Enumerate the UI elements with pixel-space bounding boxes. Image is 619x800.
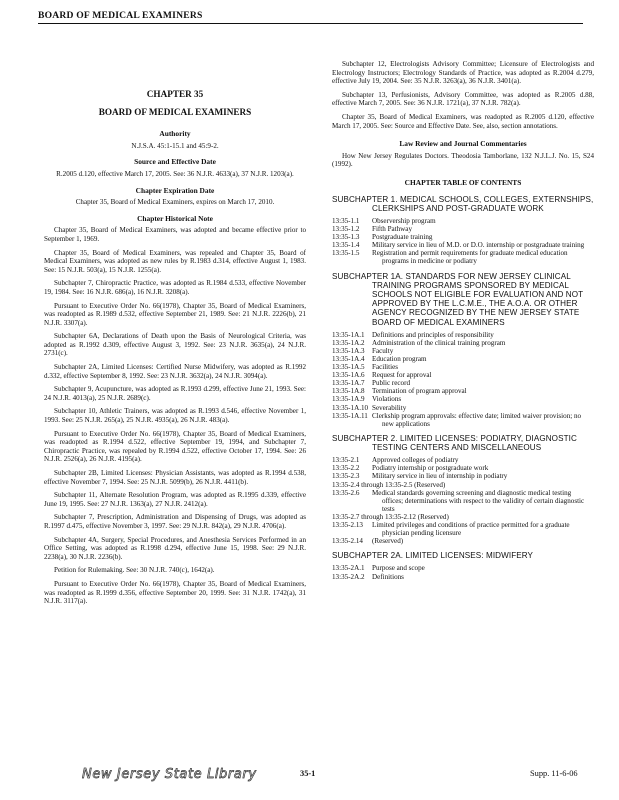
section-number: 13:35-1A.6 bbox=[332, 371, 365, 380]
toc-entry bbox=[332, 521, 594, 537]
section-number: 13:35-1A.1 bbox=[332, 330, 365, 339]
section-number: 13:35-1A.8 bbox=[332, 387, 365, 396]
history-note-paragraph: Petition for Rulemaking. See: 30 N.J.R. 740(c), 1642(a). bbox=[54, 566, 215, 575]
history-note-paragraph: Subchapter 7, Chiropractic Practice, was adopted as R.1984 d.533, effective November 19, 1984. See: 16 N.J.R. 686(a), 16 N.J.R. 3208(a). bbox=[44, 279, 306, 296]
toc-entry bbox=[332, 456, 594, 464]
toc-entry bbox=[332, 371, 594, 379]
section-title: Observership program bbox=[372, 216, 436, 225]
section-number: 13:35-1.4 bbox=[332, 241, 360, 250]
section-title: Definitions and principles of responsibility bbox=[372, 330, 494, 339]
toc-entry bbox=[332, 472, 594, 480]
toc-entry bbox=[332, 339, 594, 347]
source-text: R.2005 d.120, effective March 17, 2005. See: 36 N.J.R. 4633(a), 37 N.J.R. 1203(a). bbox=[56, 169, 294, 178]
section-title: Definitions bbox=[372, 572, 404, 581]
section-number: 13:35-2.6 bbox=[332, 488, 360, 497]
left-column bbox=[44, 60, 306, 611]
section-number: 13:35-2A.2 bbox=[332, 572, 365, 581]
history-note-paragraph: Chapter 35, Board of Medical Examiners, was adopted and became effective prior to September 1, 1969. bbox=[44, 226, 306, 243]
section-title: Registration and permit requirements for graduate medical education programs in medicine or podiatry bbox=[372, 249, 568, 266]
history-note-paragraph: Subchapter 7, Prescription, Administration and Dispensing of Drugs, was adopted as R.1997 d.475, effective November 3, 1997. See: 29 N.J.R. 842(a), 29 N.J.R. 4706(a). bbox=[44, 513, 306, 530]
history-note-paragraph: Subchapter 2B, Limited Licenses: Physician Assistants, was adopted as R.1994 d.538, effective November 7, 1994. See: 25 N.J.R. 5099(b), 26 N.J.R. 4411(b). bbox=[44, 469, 306, 486]
toc-entry bbox=[332, 395, 594, 403]
toc-heading: CHAPTER TABLE OF CONTENTS bbox=[404, 177, 522, 187]
authority-heading: Authority bbox=[159, 129, 191, 139]
toc-entry bbox=[332, 233, 594, 241]
section-title: Approved colleges of podiatry bbox=[372, 456, 459, 465]
toc-entry bbox=[332, 355, 594, 363]
section-number: 13:35-2.13 bbox=[332, 521, 363, 529]
library-watermark: New Jersey State Library bbox=[82, 767, 257, 782]
history-note-paragraph: Subchapter 12, Electrologists Advisory Committee; Licensure of Electrologists and Electrology Instructors; Electrology Standards of Practice, was adopted as R.2004 d.279, effective July 19, 2004. See: 35 N.J.R. 3263(a), 36 N.J.R. 3401(a). bbox=[332, 60, 594, 86]
section-number: 13:35-1A.3 bbox=[332, 346, 365, 355]
section-title: Termination of program approval bbox=[372, 387, 467, 396]
subchapter-heading: SUBCHAPTER 2A. LIMITED LICENSES: MIDWIFERY bbox=[332, 551, 534, 561]
right-column bbox=[332, 60, 594, 581]
section-number: 13:35-1.5 bbox=[332, 249, 360, 258]
section-number: 13:35-2.2 bbox=[332, 464, 360, 473]
section-title: Military service in lieu of internship in podiatry bbox=[372, 472, 508, 481]
law-review-heading: Law Review and Journal Commentaries bbox=[399, 139, 527, 149]
history-note-paragraph: Pursuant to Executive Order No. 66(1978), Chapter 35, Board of Medical Examiners, was readopted as R.1994 d.522, effective September 19, 1994, and Subchapter 7, Chiropractic Practice, was repealed by R.1994 d.522, effective October 17, 1994. See: 26 N.J.R. 2526(a), 26 N.J.R. 4195(a). bbox=[44, 429, 306, 464]
history-note-paragraph: Subchapter 4A, Surgery, Special Procedures, and Anesthesia Services Performed in an Office Setting, was adopted as R.1998 d.294, effective June 15, 1998. See: 29 N.J.R. 2238(a), 30 N.J.R. 2236(b). bbox=[44, 535, 306, 561]
history-note-paragraph: Subchapter 10, Athletic Trainers, was adopted as R.1993 d.546, effective November 1, 1993. See: 25 N.J.R. 265(a), 25 N.J.R. 4935(a), 26 N.J.R. 483(a). bbox=[44, 407, 306, 425]
toc-entry bbox=[332, 464, 594, 472]
running-head: BOARD OF MEDICAL EXAMINERS bbox=[38, 10, 583, 24]
toc-entry bbox=[332, 489, 594, 513]
toc-entry bbox=[332, 347, 594, 355]
section-title: Postgraduate training bbox=[372, 233, 433, 242]
section-title: Clerkship program approvals: effective date; limited waiver provision; no new applications bbox=[372, 411, 582, 428]
section-title: Purpose and scope bbox=[372, 564, 425, 573]
toc-entry bbox=[332, 217, 594, 225]
chapter-number: CHAPTER 35 bbox=[146, 89, 204, 99]
law-review-text: How New Jersey Regulates Doctors. Theodosia Tamborlane, 132 N.J.L.J. No. 15, S24 (1992). bbox=[332, 151, 594, 169]
history-paragraphs bbox=[44, 226, 306, 605]
toc-entry bbox=[332, 573, 594, 581]
section-number: 13:35-1A.4 bbox=[332, 355, 365, 363]
history-note-paragraph: Pursuant to Executive Order No. 66(1978), Chapter 35, Board of Medical Examiners, was readopted as R.1999 d.356, effective September 20, 1999. See: 31 N.J.R. 1742(a), 31 N.J.R. 3117(a). bbox=[44, 579, 306, 606]
section-title: Administration of the clinical training program bbox=[372, 338, 506, 347]
page-number: 35-1 bbox=[300, 769, 316, 778]
section-number: 13:35-2A.1 bbox=[332, 564, 365, 573]
toc-entry bbox=[332, 379, 594, 387]
section-title: Fifth Pathway bbox=[372, 225, 412, 234]
section-title: Military service in lieu of M.D. or D.O. internship or postgraduate training bbox=[372, 241, 585, 250]
page-footer bbox=[0, 765, 619, 789]
history-continued bbox=[332, 60, 594, 130]
history-note-paragraph: Chapter 35, Board of Medical Examiners, was readopted as R.2005 d.120, effective March 17, 2005. See: Source and Effective Date. See, also, section annotations. bbox=[332, 112, 594, 130]
toc-entry bbox=[332, 249, 594, 265]
chapter-title: BOARD OF MEDICAL EXAMINERS bbox=[98, 106, 252, 117]
subchapter-heading: SUBCHAPTER 2. LIMITED LICENSES: PODIATRY, DIAGNOSTIC TESTING CENTERS AND MISCELLANEOUS bbox=[332, 433, 577, 453]
section-title: Request for approval bbox=[372, 371, 432, 380]
section-number: 13:35-1A.5 bbox=[332, 363, 365, 372]
toc-entry bbox=[332, 412, 594, 428]
history-note-paragraph: Subchapter 6A, Declarations of Death upon the Basis of Neurological Criteria, was adopted as R.1992 d.309, effective August 3, 1992. See: 23 N.J.R. 3635(a), 24 N.J.R. 2731(c). bbox=[44, 332, 306, 358]
section-number: 13:35-1A.9 bbox=[332, 395, 365, 404]
table-of-contents bbox=[332, 195, 594, 581]
section-number: 13:35-2.1 bbox=[332, 456, 360, 465]
section-number: 13:35-1.2 bbox=[332, 225, 360, 234]
section-number: 13:35-1A.7 bbox=[332, 379, 365, 388]
toc-entry bbox=[332, 225, 594, 233]
section-number: 13:35-1A.11 bbox=[332, 411, 368, 420]
subchapter-heading: SUBCHAPTER 1A. STANDARDS FOR NEW JERSEY CLINICAL TRAINING PROGRAMS SPONSORED BY MEDICAL SCHOOLS NOT ELIGIBLE FOR EVALUATION AND NOT APPROVED BY THE L.C.M.E., THE A.O.A. OR OTHER AGENCY RECOGNIZED BY THE NEW JERSEY STATE BOARD OF MEDICAL EXAMINERS bbox=[332, 271, 584, 327]
section-title: Faculty bbox=[372, 346, 394, 355]
toc-entry: 13:35-2.7 through 13:35-2.12 (Reserved) bbox=[332, 512, 449, 521]
history-note-paragraph: Subchapter 11, Alternate Resolution Program, was adopted as R.1995 d.339, effective June 19, 1995. See: 27 N.J.R. 1363(a), 27 N.J.R. 2412(a). bbox=[44, 491, 306, 508]
history-note-paragraph: Chapter 35, Board of Medical Examiners, was repealed and Chapter 35, Board of Medical Examiners, was adopted as new rules by R.1983 d.314, effective August 1, 1983. See: 15 N.J.R. 503(a), 15 N.J.R. 1255(a). bbox=[44, 248, 306, 274]
section-title: Severability bbox=[372, 403, 407, 412]
subchapter-heading: SUBCHAPTER 1. MEDICAL SCHOOLS, COLLEGES, EXTERNSHIPS, CLERKSHIPS AND POST-GRADUATE WORK bbox=[332, 194, 594, 213]
toc-entry bbox=[332, 387, 594, 395]
history-note-paragraph: Subchapter 13, Perfusionists, Advisory Committee, was adopted as R.2005 d.88, effective March 7, 2005. See: 36 N.J.R. 1721(a), 37 N.J.R. 782(a). bbox=[332, 90, 594, 108]
section-number: 13:35-1A.2 bbox=[332, 338, 365, 347]
section-title: Medical standards governing screening and diagnostic medical testing offices; determinations with respect to the validity of certain diagnostic tests bbox=[372, 488, 585, 513]
toc-entry: 13:35-2.4 through 13:35-2.5 (Reserved) bbox=[332, 480, 446, 489]
authority-text: N.J.S.A. 45:1-15.1 and 45:9-2. bbox=[131, 141, 219, 150]
history-heading: Chapter Historical Note bbox=[137, 213, 213, 223]
supplement-date: Supp. 11-6-06 bbox=[530, 769, 578, 778]
section-number: 13:35-1.1 bbox=[332, 216, 360, 225]
section-number: 13:35-2.14 bbox=[332, 537, 363, 546]
section-title: Public record bbox=[372, 379, 411, 388]
section-title: Podiatry internship or postgraduate work bbox=[372, 464, 489, 473]
section-number: 13:35-1A.10 bbox=[332, 403, 369, 412]
expiration-text: Chapter 35, Board of Medical Examiners, expires on March 17, 2010. bbox=[75, 198, 275, 207]
source-heading: Source and Effective Date bbox=[134, 157, 216, 167]
section-title: Violations bbox=[372, 395, 402, 404]
history-note-paragraph: Subchapter 9, Acupuncture, was adopted as R.1993 d.299, effective June 21, 1993. See: 24 N.J.R. 4013(a), 25 N.J.R. 2689(c). bbox=[44, 385, 306, 402]
section-number: 13:35-1.3 bbox=[332, 233, 360, 242]
section-title: (Reserved) bbox=[372, 537, 404, 546]
section-title: Limited privileges and conditions of practice permitted for a graduate physician pending licensure bbox=[372, 521, 570, 538]
toc-entry bbox=[332, 564, 594, 572]
toc-entry bbox=[332, 537, 594, 545]
expiration-heading: Chapter Expiration Date bbox=[135, 185, 215, 195]
toc-entry bbox=[332, 331, 594, 339]
section-title: Education program bbox=[372, 355, 427, 363]
toc-entry bbox=[332, 363, 594, 371]
toc-entry bbox=[332, 404, 594, 412]
history-note-paragraph: Subchapter 2A, Limited Licenses: Certified Nurse Midwifery, was adopted as R.1992 d.332, effective September 8, 1992. See: 23 N.J.R. 3632(a), 24 N.J.R. 3094(a). bbox=[44, 363, 306, 380]
toc-entry bbox=[332, 241, 594, 249]
history-note-paragraph: Pursuant to Executive Order No. 66(1978), Chapter 35, Board of Medical Examiners, was readopted as R.1989 d.532, effective September 21, 1989. See: 21 N.J.R. 2226(b), 21 N.J.R. 3307(a). bbox=[44, 301, 306, 327]
section-title: Facilities bbox=[372, 363, 399, 372]
section-number: 13:35-2.3 bbox=[332, 472, 360, 481]
